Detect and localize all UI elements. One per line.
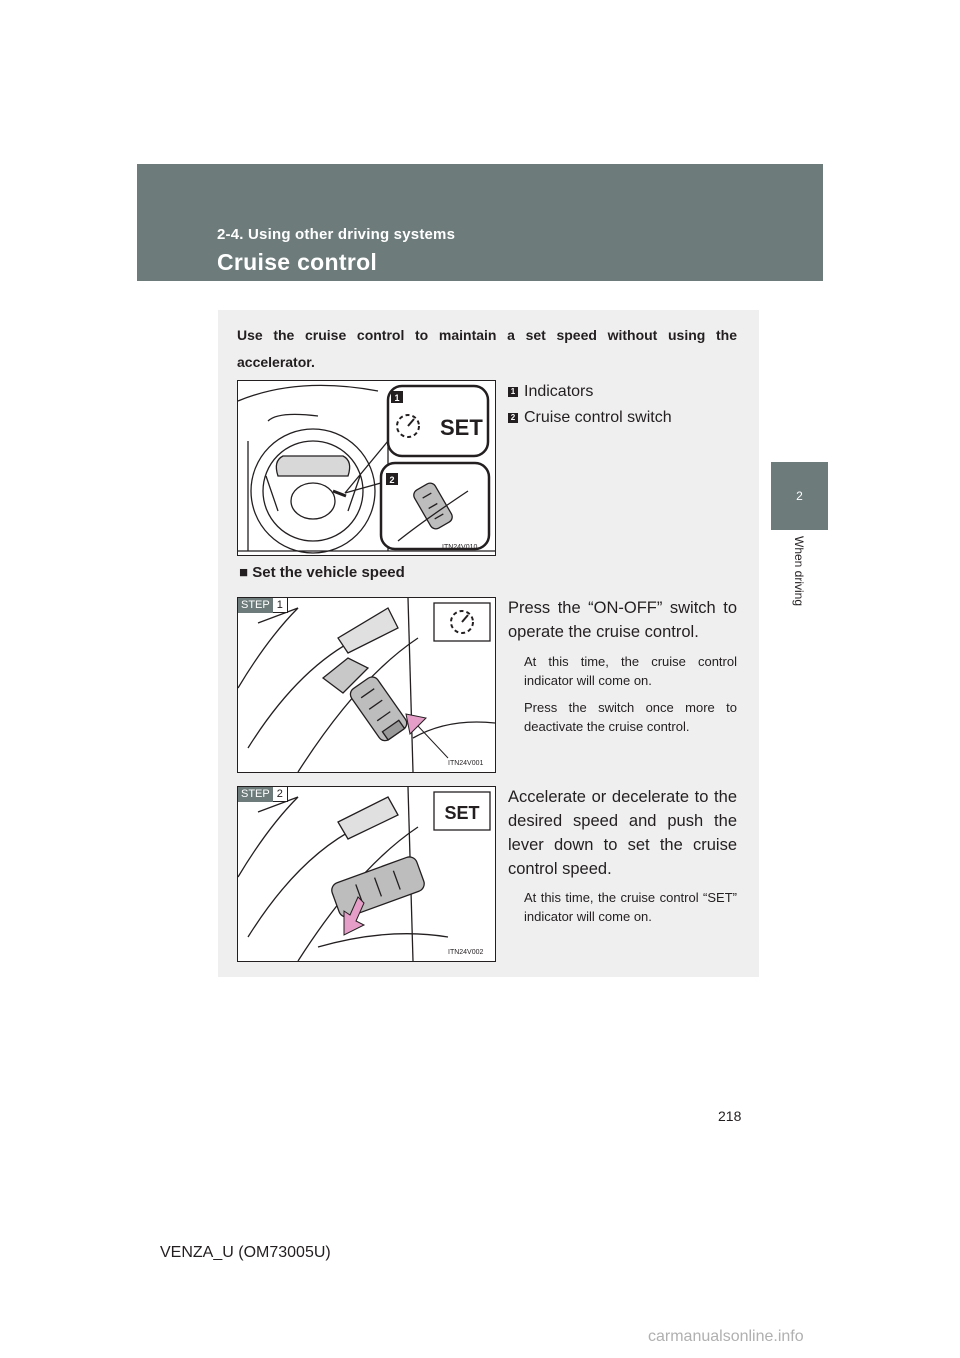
- step2-badge-number: 2: [273, 787, 288, 802]
- overview-figure: [237, 380, 496, 556]
- steering-wheel-illustration: [238, 381, 495, 555]
- page-number: 218: [718, 1108, 742, 1124]
- legend-number-1: 1: [508, 387, 518, 397]
- step2-instruction: Accelerate or decelerate to the desired speed and push the lever down to set the cruise control speed.: [508, 788, 737, 878]
- step1-figure-code: ITN24V001: [448, 760, 484, 767]
- chapter-tab-number: 2: [796, 489, 803, 503]
- watermark: carmanualsonline.info: [648, 1328, 804, 1345]
- step1-badge-label: STEP: [238, 598, 273, 613]
- step1-note-2: Press the switch once more to deactivate the cruise control.: [524, 700, 737, 734]
- step1-badge-number: 1: [273, 598, 288, 613]
- step2-note-1: At this time, the cruise control “SET” indicator will come on.: [524, 890, 737, 924]
- legend-label-indicators: Indicators: [524, 383, 594, 400]
- section-label: 2-4. Using other driving systems: [217, 226, 456, 243]
- step1-badge: [238, 598, 288, 613]
- step1-figure: [237, 597, 496, 773]
- step2-set-indicator: SET: [444, 803, 480, 823]
- legend-item-indicators: [508, 383, 593, 401]
- page-title: Cruise control: [217, 249, 378, 275]
- overview-set-label: SET: [440, 415, 483, 440]
- svg-text:2: 2: [389, 475, 395, 485]
- legend-label-switch: Cruise control switch: [524, 409, 672, 426]
- step1-note-1: At this time, the cruise control indicator will come on.: [524, 654, 737, 688]
- legend-item-switch: [508, 409, 672, 427]
- step1-instruction: Press the “ON-OFF” switch to operate the cruise control.: [508, 599, 737, 641]
- step2-badge-label: STEP: [238, 787, 273, 802]
- overview-figure-code: ITN24V010: [442, 544, 478, 551]
- step2-badge: [238, 787, 288, 802]
- chapter-tab-label: When driving: [792, 536, 806, 607]
- svg-text:1: 1: [394, 393, 400, 403]
- step2-figure-code: ITN24V002: [448, 949, 484, 956]
- lever-press-illustration: [238, 598, 495, 772]
- step2-figure: [237, 786, 496, 962]
- footer-model: VENZA_U (OM73005U): [160, 1244, 331, 1261]
- lever-push-down-illustration: [238, 787, 495, 961]
- legend-number-2: 2: [508, 413, 518, 423]
- chapter-tab[interactable]: [771, 462, 828, 530]
- intro-text: Use the cruise control to maintain a set speed without using the accelerator.: [237, 327, 737, 370]
- subheading-set-speed: ■ Set the vehicle speed: [239, 564, 405, 581]
